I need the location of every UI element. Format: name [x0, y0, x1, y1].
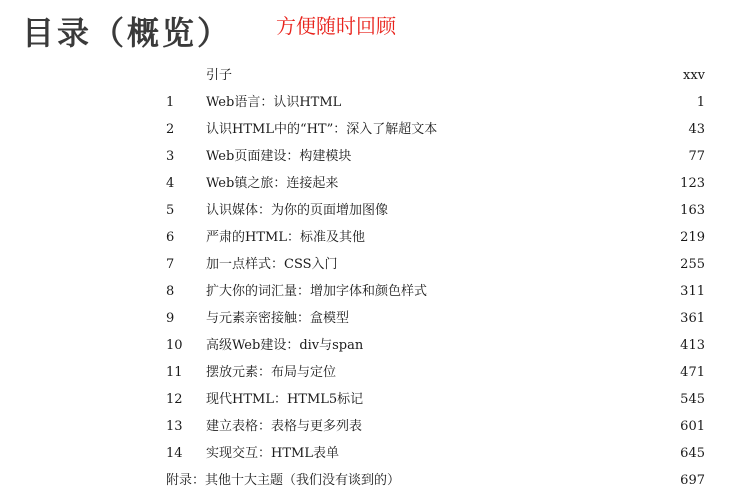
toc-row[interactable] — [0, 440, 739, 467]
toc-row[interactable] — [0, 278, 739, 305]
toc-row[interactable] — [0, 197, 739, 224]
toc-row[interactable] — [0, 332, 739, 359]
toc-page: 311 — [680, 284, 705, 299]
toc-number: 3 — [166, 149, 175, 164]
header — [22, 8, 232, 54]
toc-row[interactable] — [0, 170, 739, 197]
toc-number: 13 — [166, 419, 183, 434]
toc-title: Web页面建设：构建模块 — [206, 149, 352, 164]
toc-title: 严肃的HTML：标准及其他 — [206, 230, 365, 245]
toc-title: 附录：其他十大主题（我们没有谈到的） — [166, 473, 401, 488]
toc-page: 601 — [680, 419, 705, 434]
toc-number: 10 — [166, 338, 183, 353]
toc-row[interactable] — [0, 251, 739, 278]
toc-title: 加一点样式：CSS入门 — [206, 257, 338, 272]
toc-page: 219 — [680, 230, 705, 245]
toc-page: 43 — [688, 122, 705, 137]
toc-title: 实现交互：HTML表单 — [206, 446, 339, 461]
toc-page: xxv — [682, 68, 705, 83]
toc-row[interactable] — [0, 89, 739, 116]
toc-number: 8 — [166, 284, 175, 299]
toc-number: 1 — [166, 95, 175, 110]
toc-title: 认识HTML中的“HT”：深入了解超文本 — [206, 122, 438, 137]
toc-number: 14 — [166, 446, 183, 461]
toc-title: Web语言：认识HTML — [206, 95, 342, 110]
toc-row[interactable] — [0, 386, 739, 413]
page-title: 目录（概览） — [22, 14, 233, 52]
toc-row[interactable] — [0, 413, 739, 440]
toc-page: 255 — [680, 257, 705, 272]
toc-number: 5 — [166, 203, 175, 218]
toc-title: 现代HTML：HTML5标记 — [206, 392, 364, 407]
toc-row[interactable] — [0, 224, 739, 251]
toc-number: 2 — [166, 122, 175, 137]
toc-page: 163 — [680, 203, 705, 218]
toc-row[interactable] — [0, 116, 739, 143]
toc-title: 扩大你的词汇量：增加字体和颜色样式 — [206, 284, 428, 299]
toc-title: 引子 — [206, 68, 233, 83]
toc-number: 7 — [166, 257, 175, 272]
toc-number: 12 — [166, 392, 183, 407]
toc-title: 与元素亲密接触：盒模型 — [206, 311, 350, 326]
toc-page: 361 — [680, 311, 705, 326]
toc-title: 建立表格：表格与更多列表 — [206, 419, 363, 434]
toc-page: 413 — [680, 338, 705, 353]
toc-page: 1 — [696, 95, 705, 110]
toc-page: 645 — [680, 446, 705, 461]
toc-row[interactable] — [0, 143, 739, 170]
toc-row[interactable] — [0, 305, 739, 332]
toc-title: 高级Web建设：div与span — [206, 338, 364, 353]
toc-number: 6 — [166, 230, 175, 245]
toc-number: 11 — [166, 365, 183, 380]
toc-page: 471 — [680, 365, 705, 380]
toc-page: 123 — [680, 176, 705, 191]
toc-title: 摆放元素：布局与定位 — [206, 365, 337, 380]
toc-row-intro[interactable] — [0, 62, 739, 89]
toc-page: 697 — [680, 473, 705, 488]
toc-page: 545 — [680, 392, 705, 407]
toc-row-appendix[interactable] — [0, 467, 739, 494]
toc-number: 9 — [166, 311, 175, 326]
toc-title: Web镇之旅：连接起来 — [206, 176, 339, 191]
red-annotation: 方便随时回顾 — [276, 14, 396, 38]
toc-row[interactable] — [0, 359, 739, 386]
toc-title: 认识媒体：为你的页面增加图像 — [206, 203, 389, 218]
toc-page: 77 — [688, 149, 705, 164]
toc-number: 4 — [166, 176, 175, 191]
